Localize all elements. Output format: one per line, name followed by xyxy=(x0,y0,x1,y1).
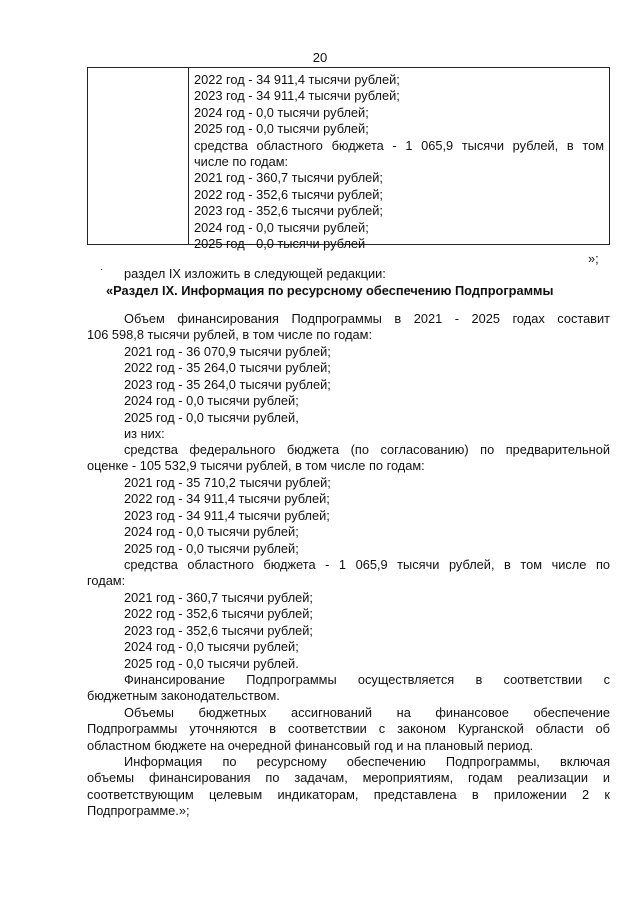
year-line: 2022 год - 352,6 тысячи рублей; xyxy=(124,606,313,622)
table-cell-line: 2025 год - 0,0 тысячи рублей xyxy=(194,235,366,251)
year-line: 2024 год - 0,0 тысячи рублей; xyxy=(124,524,299,540)
table-cell-line: 2023 год - 352,6 тысячи рублей; xyxy=(194,203,383,219)
year-line: 2024 год - 0,0 тысячи рублей; xyxy=(124,639,299,655)
edit-instruction: раздел IX изложить в следующей редакции: xyxy=(124,266,386,281)
year-line: 2025 год - 0,0 тысячи рублей. xyxy=(124,655,299,671)
table-cell-line: 2022 год - 34 911,4 тысячи рублей; xyxy=(194,72,400,87)
table-cell-line: 2023 год - 34 911,4 тысячи рублей; xyxy=(194,88,400,104)
paragraph-line: Подпрограмме.»; xyxy=(87,803,190,819)
table-cell-line: числе по годам: xyxy=(194,153,289,169)
year-line: 2023 год - 352,6 тысячи рублей; xyxy=(124,622,313,638)
table-cell-line: 2022 год - 352,6 тысячи рублей; xyxy=(194,186,383,202)
year-line: 2021 год - 35 710,2 тысячи рублей; xyxy=(124,475,331,490)
table-cell-line: 2025 год - 0,0 тысячи рублей; xyxy=(194,121,369,137)
paragraph-line: Информация по ресурсному обеспечению Подпрограммы, включая xyxy=(124,754,610,769)
paragraph-line: Финансирование Подпрограммы осуществляется в соответствии с xyxy=(124,672,610,687)
paragraph-line: средства федерального бюджета (по согласованию) по предварительной xyxy=(124,442,610,457)
table-cell-line: 2024 год - 0,0 тысячи рублей; xyxy=(194,219,369,235)
paragraph-line: Объемы бюджетных ассигнований на финансовое обеспечение xyxy=(124,705,610,720)
paragraph-line: 106 598,8 тысячи рублей, в том числе по годам: xyxy=(87,327,373,343)
closing-quote: »; xyxy=(588,251,599,266)
year-line: 2024 год - 0,0 тысячи рублей; xyxy=(124,393,299,409)
year-line: 2022 год - 35 264,0 тысячи рублей; xyxy=(124,360,331,376)
paragraph-line: объемы финансирования по задачам, мероприятиям, годам реализации и xyxy=(87,770,610,786)
year-line: 2021 год - 360,7 тысячи рублей; xyxy=(124,590,313,605)
section-heading: «Раздел IX. Информация по ресурсному обеспечению Подпрограммы xyxy=(106,283,554,298)
paragraph-line: Объем финансирования Подпрограммы в 2021 - 2025 годах составит xyxy=(124,311,610,326)
year-line: 2025 год - 0,0 тысячи рублей; xyxy=(124,540,299,556)
table-cell-line: 2021 год - 360,7 тысячи рублей; xyxy=(194,170,383,186)
year-line: 2023 год - 34 911,4 тысячи рублей; xyxy=(124,507,330,523)
year-line: 2022 год - 34 911,4 тысячи рублей; xyxy=(124,491,330,507)
year-line: 2023 год - 35 264,0 тысячи рублей; xyxy=(124,376,331,392)
paragraph-line: средства областного бюджета - 1 065,9 тысячи рублей, в том числе по xyxy=(124,557,610,572)
table-cell-line: средства областного бюджета - 1 065,9 тысячи рублей, в том xyxy=(194,137,604,153)
table-column-divider xyxy=(188,68,189,244)
paragraph-line: годам: xyxy=(87,573,126,589)
paragraph-line: областном бюджете на очередной финансовый год и на плановый период. xyxy=(87,737,534,753)
year-line: 2021 год - 36 070,9 тысячи рублей; xyxy=(124,344,331,359)
of-which-label: из них: xyxy=(124,425,165,441)
table-right-cell xyxy=(194,72,604,252)
paragraph-line: соответствующим целевым индикаторам, представлена в приложении 2 к xyxy=(87,786,610,802)
year-line: 2025 год - 0,0 тысячи рублей, xyxy=(124,409,299,425)
financing-table-fragment xyxy=(87,67,610,251)
paragraph-line: оценке - 105 532,9 тысячи рублей, в том числе по годам: xyxy=(87,458,425,474)
stray-mark: · xyxy=(100,264,104,275)
paragraph-line: Подпрограммы уточняются в соответствии с законом Курганской области об xyxy=(87,721,610,737)
paragraph-line: бюджетным законодательством. xyxy=(87,688,280,704)
page-number: 20 xyxy=(312,50,328,65)
table-cell-line: 2024 год - 0,0 тысячи рублей; xyxy=(194,104,369,120)
